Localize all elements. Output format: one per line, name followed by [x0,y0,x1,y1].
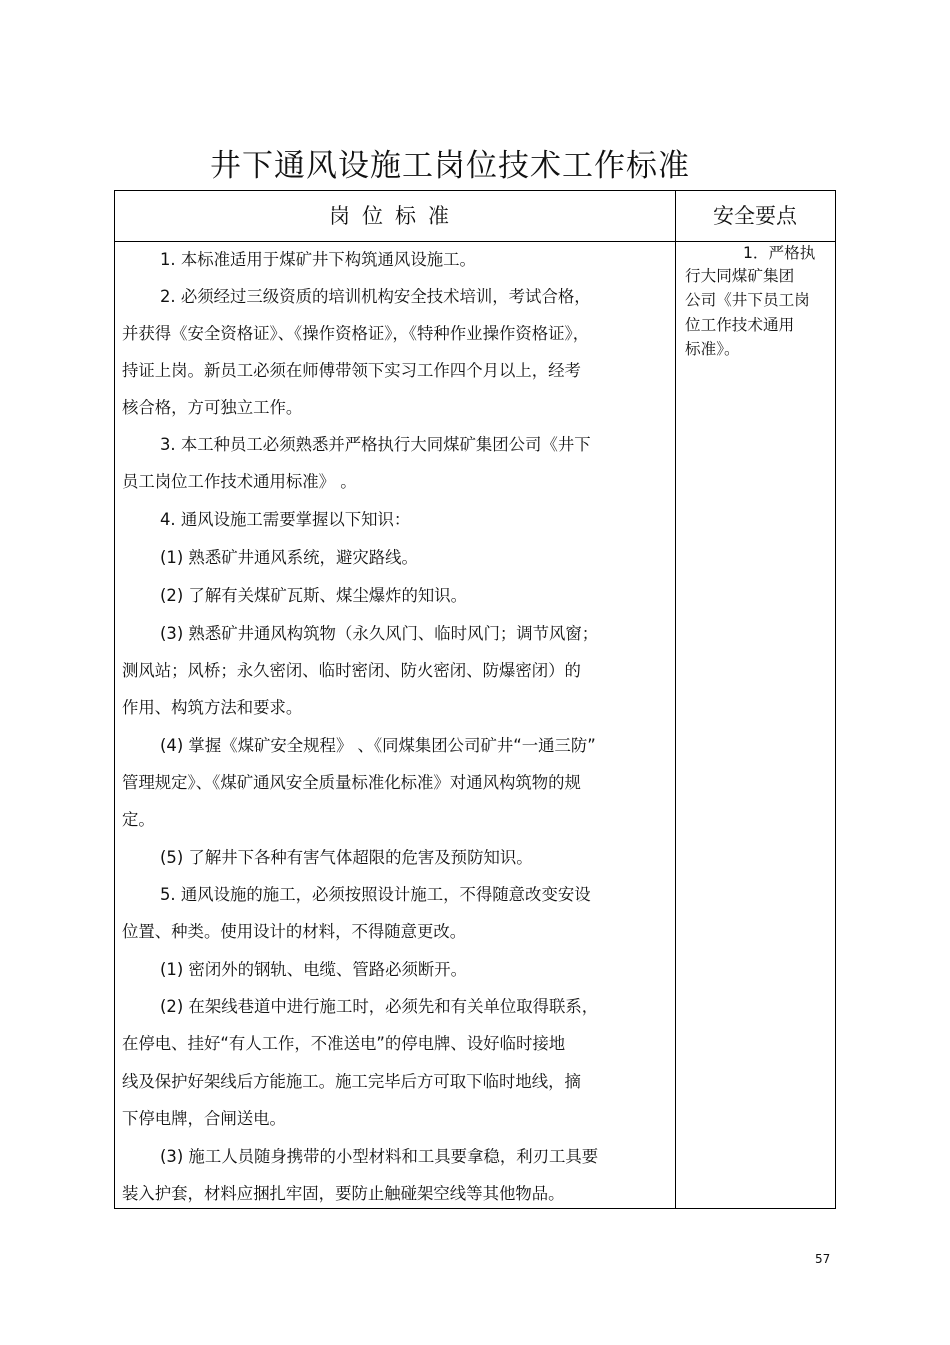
text-line: (5) 了解井下各种有害气体超限的危害及预防知识。 [160,848,533,867]
text-line: 下停电牌，合闸送电。 [122,1109,286,1128]
safety-line: 公司《井下员工岗 [685,291,810,309]
safety-line: 位工作技术通用 [685,316,795,334]
page-number: 57 [815,1252,831,1266]
text-line: (1) 熟悉矿井通风系统，避灾路线。 [160,548,418,567]
text-line: 员工岗位工作技术通用标准》 。 [122,472,357,491]
text-line: 装入护套，材料应捆扎牢固，要防止触碰架空线等其他物品。 [122,1184,565,1203]
text-line: 4. 通风设施工需要掌握以下知识： [160,510,411,529]
text-line: 3. 本工种员工必须熟悉并严格执行大同煤矿集团公司《井下 [160,435,591,454]
text-line: (3) 施工人员随身携带的小型材料和工具要拿稳，利刃工具要 [160,1147,599,1166]
text-line: (1) 密闭外的钢轨、电缆、管路必须断开。 [160,960,468,979]
text-line: 持证上岗。新员工必须在师傅带领下实习工作四个月以上，经考 [122,361,581,380]
text-line: 在停电、挂好“有人工作，不准送电”的停电牌、设好临时接地 [122,1034,566,1053]
text-line: (3) 熟悉矿井通风构筑物（永久风门、临时风门；调节风窗； [160,624,599,643]
text-line: (2) 在架线巷道中进行施工时，必须先和有关单位取得联系， [160,997,599,1016]
text-line: 并获得《安全资格证》、《操作资格证》，《特种作业操作资格证》， [122,324,590,343]
text-line: 线及保护好架线后方能施工。施工完毕后方可取下临时地线，摘 [122,1072,581,1091]
text-line: (2) 了解有关煤矿瓦斯、煤尘爆炸的知识。 [160,586,468,605]
safety-line: 1．严格执 [743,244,816,262]
standards-table [114,190,836,1209]
text-line: 定。 [122,810,155,829]
text-line: 5. 通风设施的施工，必须按照设计施工，不得随意改变安设 [160,885,591,904]
text-line: 2. 必须经过三级资质的培训机构安全技术培训，考试合格， [160,287,591,306]
column-divider [675,191,676,1208]
safety-line: 行大同煤矿集团 [685,267,795,285]
text-line: 位置、种类。使用设计的材料，不得随意更改。 [122,922,467,941]
header-safety-points: 安全要点 [713,204,797,228]
text-line: 管理规定》、《煤矿通风安全质量标准化标准》对通风构筑物的规 [122,773,581,792]
text-line: 1. 本标准适用于煤矿井下构筑通风设施工。 [160,250,476,269]
header-divider [115,241,835,242]
safety-line: 标准》。 [685,340,740,358]
header-job-standard: 岗位标准 [329,204,461,228]
page-title: 井下通风设施工岗位技术工作标准 [210,148,690,184]
text-line: 核合格，方可独立工作。 [122,398,303,417]
text-line: 作用、构筑方法和要求。 [122,698,303,717]
text-line: 测风站；风桥；永久密闭、临时密闭、防火密闭、防爆密闭）的 [122,661,581,680]
text-line: (4) 掌握《煤矿安全规程》 、《同煤集团公司矿井“一通三防” [160,736,596,755]
